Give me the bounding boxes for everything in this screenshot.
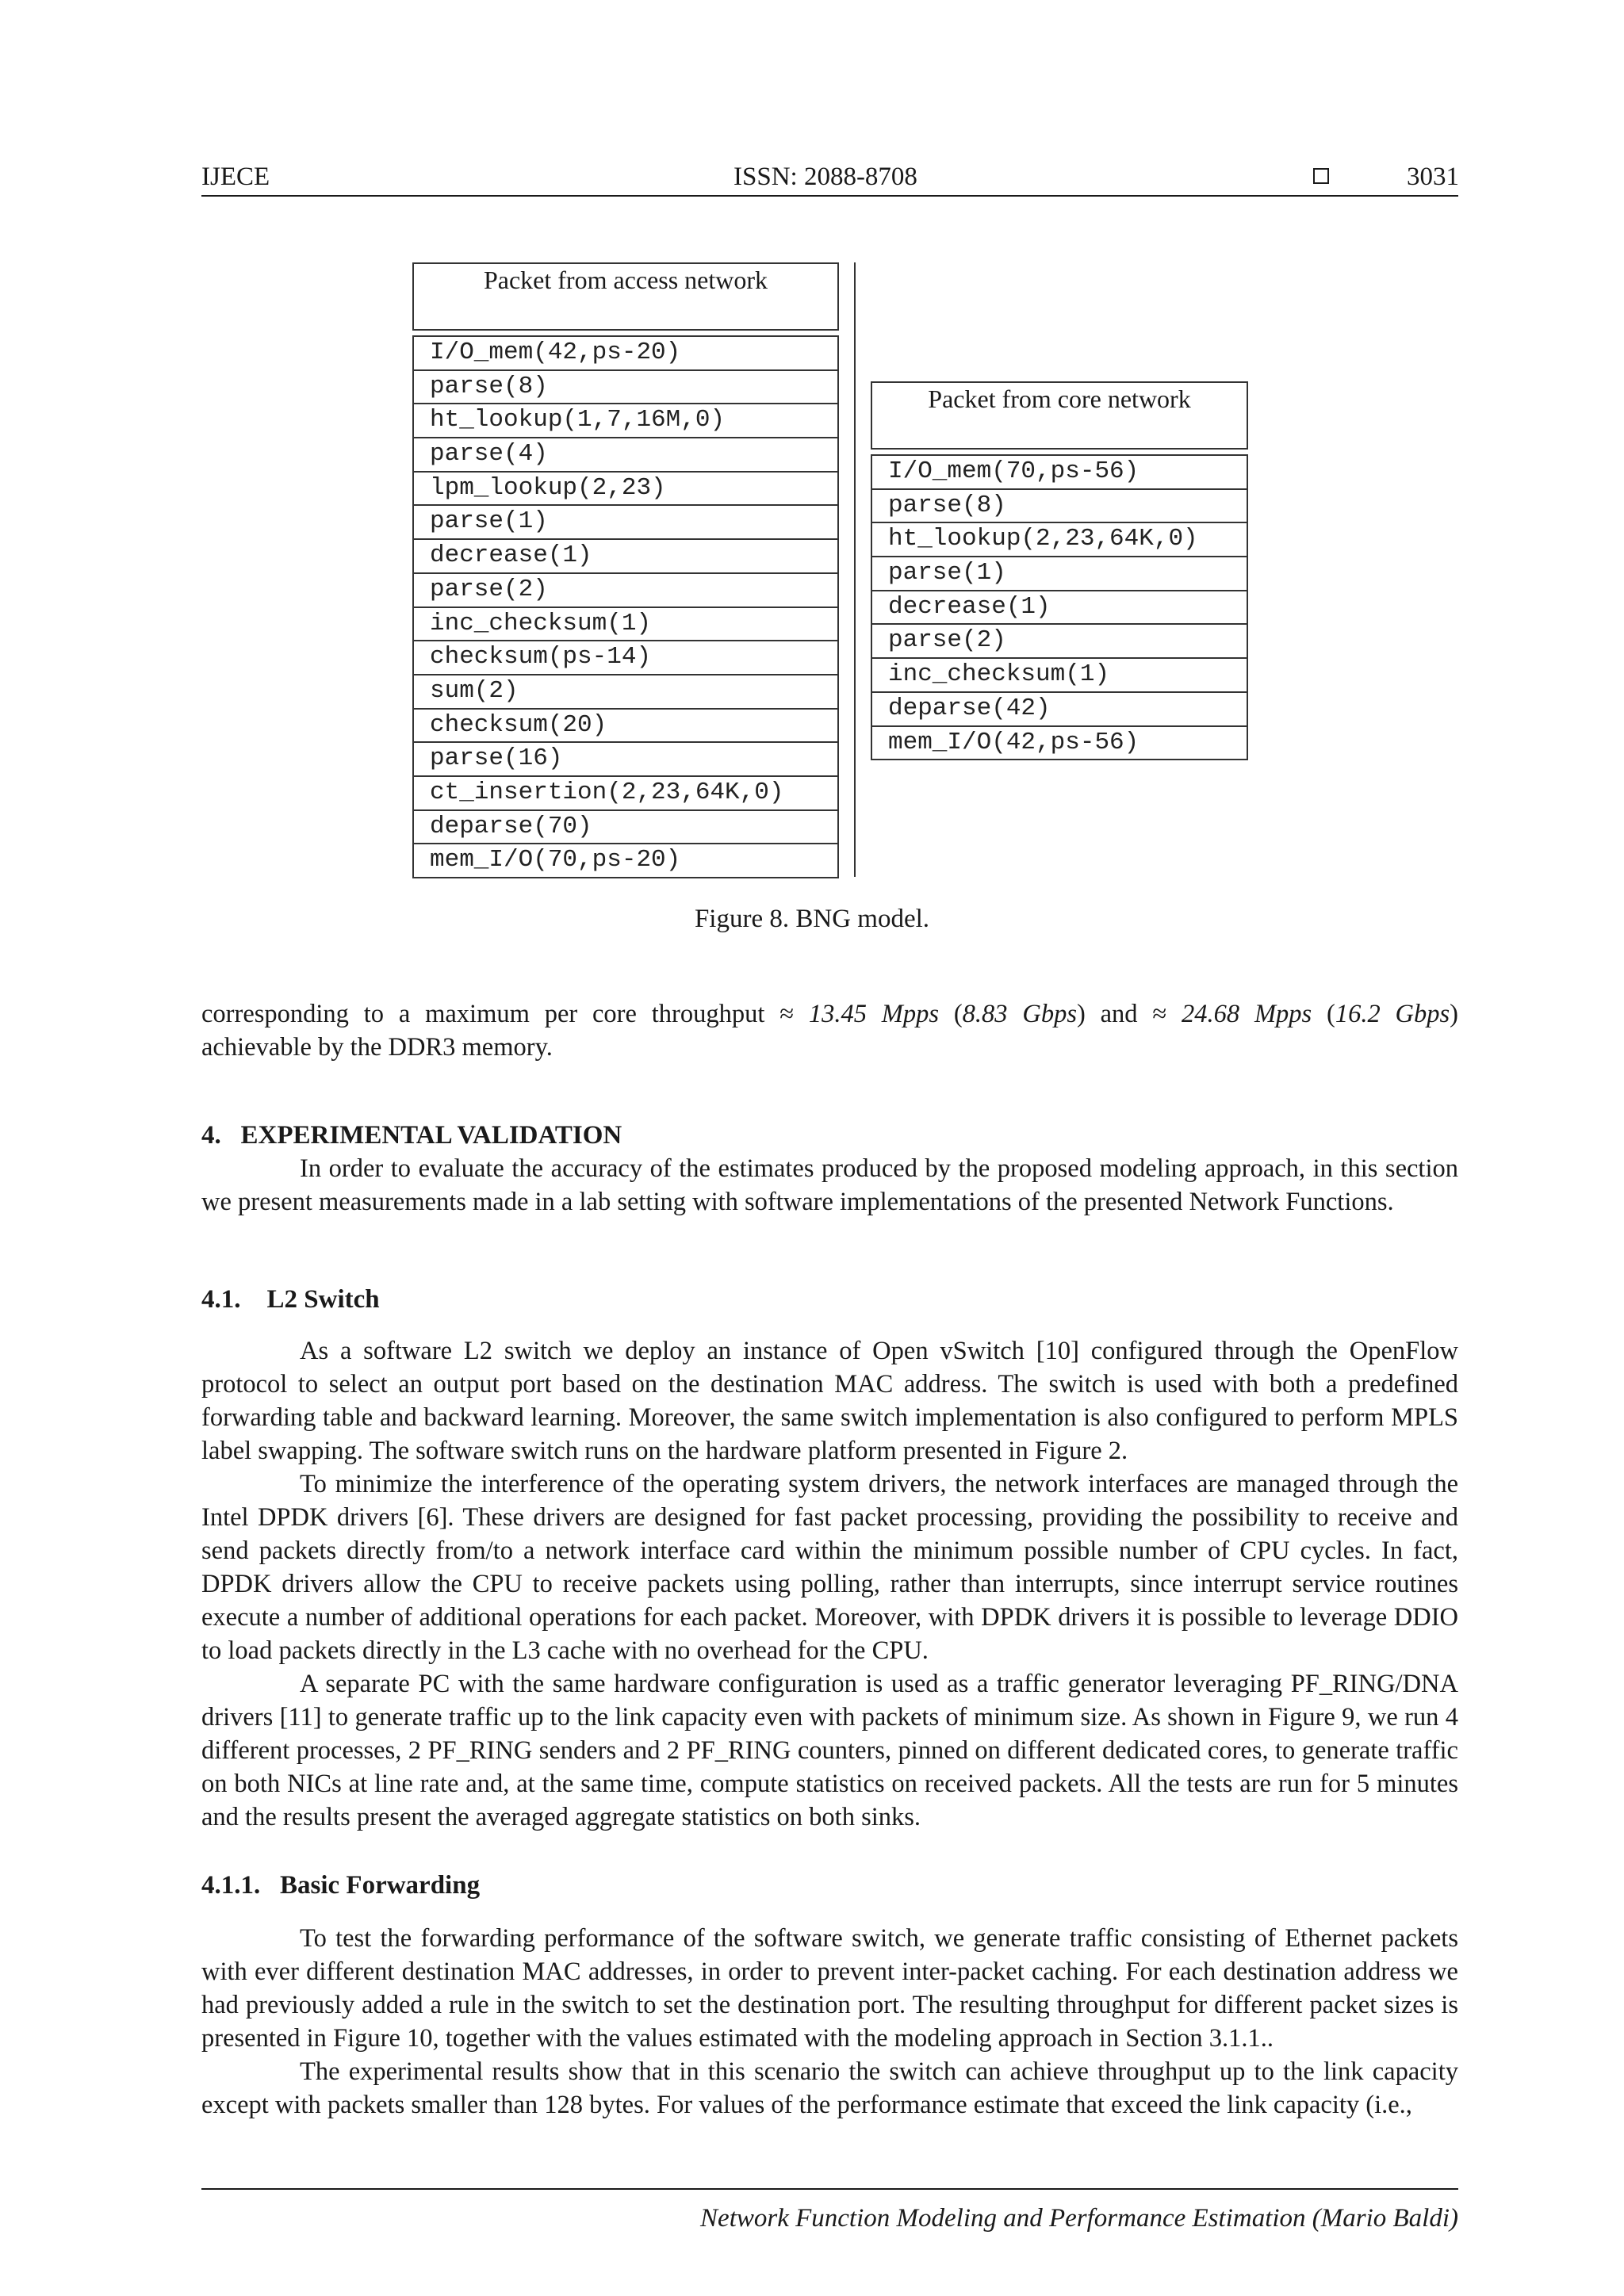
text-run: 13.45 Mpps xyxy=(808,1000,940,1028)
op-item: parse(8) xyxy=(871,490,1248,524)
text-run: 16.2 Gbps xyxy=(1335,1000,1450,1028)
op-item: checksum(ps-14) xyxy=(412,641,839,675)
op-item: parse(1) xyxy=(871,557,1248,591)
op-item: deparse(42) xyxy=(871,693,1248,727)
text-run: corresponding to a maximum per core throughput ≈ xyxy=(201,1000,809,1028)
paragraph: A separate PC with the same hardware configuration is used as a traffic generator leveraging PF_RING/DNA drivers [11] to generate traffic up to the link capacity even with packets of minimum size. As shown in Figure 9, we run 4 different processes, 2 PF_RING senders and 2 PF_RING counters, pinned on different dedicated cores, to generate traffic on both NICs at line rate and, at the same time, compute statistics on received packets. All the tests are run for 5 minutes and the results present the averaged aggregate statistics on both sinks. xyxy=(201,1670,1458,1831)
section-title: Basic Forwarding xyxy=(280,1871,481,1900)
op-item: decrease(1) xyxy=(412,540,839,574)
access-network-column xyxy=(412,262,839,878)
op-item: parse(4) xyxy=(412,438,839,473)
op-item: lpm_lookup(2,23) xyxy=(412,473,839,507)
text-run: 24.68 Mpps xyxy=(1182,1000,1312,1028)
op-item: mem_I/O(70,ps-20) xyxy=(412,844,839,878)
op-item: ct_insertion(2,23,64K,0) xyxy=(412,777,839,811)
paragraph: To minimize the interference of the operating system drivers, the network interfaces are managed through the Intel DPDK drivers [6]. These drivers are designed for fast packet processing, providing the possibility to receive and send packets directly from/to a network interface card within the minimum possible number of CPU cycles. In fact, DPDK drivers allow the CPU to receive packets using polling, rather than interrupts, since interrupt service routines execute a number of additional operations for each packet. Moreover, with DPDK drivers it is possible to leverage DDIO to load packets directly in the L3 cache with no overhead for the CPU. xyxy=(201,1470,1458,1665)
paragraph: The experimental results show that in this scenario the switch can achieve throughput up to the link capacity except with packets smaller than 128 bytes. For values of the performance estimate that exceed the link capacity (i.e., xyxy=(201,2057,1458,2119)
access-ops-list xyxy=(412,335,839,878)
intro-paragraph xyxy=(201,997,1458,1064)
op-item: parse(8) xyxy=(412,371,839,405)
square-icon xyxy=(1313,168,1329,184)
op-item: parse(1) xyxy=(412,506,839,540)
text-run: ( xyxy=(1312,1000,1335,1028)
journal-name: IJECE xyxy=(201,163,270,191)
op-item: inc_checksum(1) xyxy=(871,659,1248,693)
section-4-1-body xyxy=(201,1334,1458,1834)
section-number: 4.1.1. xyxy=(201,1871,261,1900)
op-item: checksum(20) xyxy=(412,710,839,744)
op-item: inc_checksum(1) xyxy=(412,608,839,642)
op-item: deparse(70) xyxy=(412,811,839,845)
section-title: L2 Switch xyxy=(266,1285,380,1314)
op-item: parse(2) xyxy=(871,625,1248,659)
figure-separator xyxy=(854,262,856,877)
op-item: ht_lookup(2,23,64K,0) xyxy=(871,523,1248,557)
op-item: parse(2) xyxy=(412,574,839,608)
issn: ISSN: 2088-8708 xyxy=(733,163,917,191)
page-number: 3031 xyxy=(1407,163,1459,191)
text-run: ) xyxy=(1450,1000,1458,1028)
section-4-1-1-body xyxy=(201,1922,1458,2122)
paragraph: In order to evaluate the accuracy of the estimates produced by the proposed modeling approach, in this section we present measurements made in a lab setting with software implementations of the presented Network Functions. xyxy=(201,1154,1458,1216)
footer-rule xyxy=(201,2188,1458,2190)
op-item: ht_lookup(1,7,16M,0) xyxy=(412,404,839,438)
core-ops-list xyxy=(871,454,1248,760)
running-footer: Network Function Modeling and Performance Estimation (Mario Baldi) xyxy=(700,2204,1458,2233)
section-4-1-heading xyxy=(201,1283,380,1316)
text-run: achievable by the DDR3 memory. xyxy=(201,1033,553,1062)
access-network-title: Packet from access network xyxy=(412,262,839,331)
paragraph: To test the forwarding performance of the software switch, we generate traffic consisting of Ethernet packets with ever different destination MAC addresses, in order to prevent inter-packet caching. For each destination address we had previously added a rule in the switch to set the destination port. The resulting throughput for different packet sizes is presented in Figure 10, together with the values estimated with the modeling approach in Section 3.1.1.. xyxy=(201,1924,1458,2053)
section-number: 4. xyxy=(201,1121,221,1150)
figure-caption: Figure 8. BNG model. xyxy=(694,905,930,933)
text-run: ) and ≈ xyxy=(1076,1000,1182,1028)
op-item: parse(16) xyxy=(412,743,839,777)
header-rule xyxy=(201,195,1458,197)
text-run: 8.83 Gbps xyxy=(962,1000,1077,1028)
section-number: 4.1. xyxy=(201,1285,241,1314)
op-item: I/O_mem(42,ps-20) xyxy=(412,337,839,371)
op-item: decrease(1) xyxy=(871,591,1248,626)
core-network-title: Packet from core network xyxy=(871,381,1248,450)
op-item: I/O_mem(70,ps-56) xyxy=(871,456,1248,490)
section-4-1-1-heading xyxy=(201,1869,480,1902)
text-run: ( xyxy=(939,1000,963,1028)
op-item: mem_I/O(42,ps-56) xyxy=(871,727,1248,761)
section-4-paragraph xyxy=(201,1152,1458,1219)
paragraph: As a software L2 switch we deploy an instance of Open vSwitch [10] configured through the OpenFlow protocol to select an output port based on the destination MAC address. The switch is used with both a predefined forwarding table and backward learning. Moreover, the same switch implementation is also configured to perform MPLS label swapping. The software switch runs on the hardware platform presented in Figure 2. xyxy=(201,1337,1458,1465)
section-title: EXPERIMENTAL VALIDATION xyxy=(240,1121,622,1150)
section-4-heading xyxy=(201,1119,622,1152)
core-network-column xyxy=(871,381,1248,760)
op-item: sum(2) xyxy=(412,675,839,710)
